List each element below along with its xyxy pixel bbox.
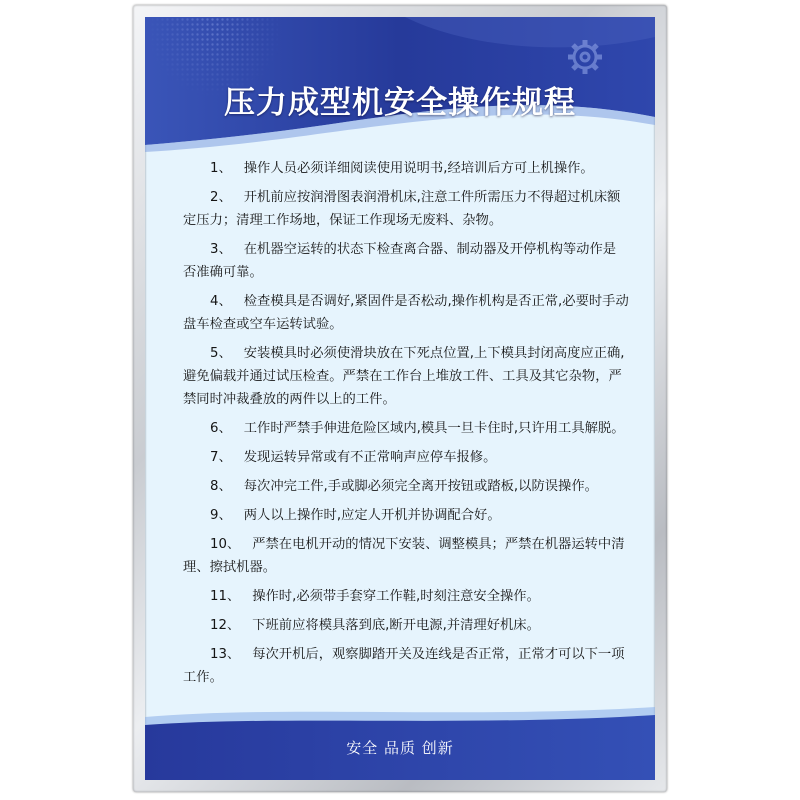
rule-number: 10、 [210, 537, 241, 552]
rule-item [183, 186, 629, 232]
rule-number: 4、 [210, 294, 232, 309]
rule-item [183, 446, 629, 469]
rule-text: 发现运转异常或有不正常响声应停车报修。 [243, 450, 497, 465]
rule-item [183, 504, 629, 527]
poster-frame [133, 5, 667, 792]
rule-number: 6、 [210, 421, 232, 436]
rule-item [183, 533, 629, 579]
rule-text: 在机器空运转的状态下检查离合器、制动器及开停机构等动作是否准确可靠。 [183, 242, 617, 280]
rule-number: 5、 [210, 346, 232, 361]
rule-item [183, 238, 629, 284]
rule-item [183, 614, 629, 637]
rule-item [183, 585, 629, 608]
rule-text: 严禁在电机开动的情况下安装、调整模具；严禁在机器运转中清理、擦拭机器。 [183, 537, 625, 575]
rule-number: 2、 [210, 190, 232, 205]
rule-number: 3、 [210, 242, 232, 257]
rule-text: 检查模具是否调好,紧固件是否松动,操作机构是否正常,必要时手动盘车检查或空车运转试验。 [183, 294, 629, 332]
rule-text: 工作时严禁手伸进危险区域内,模具一旦卡住时,只许用工具解脱。 [243, 421, 625, 436]
rule-text: 操作时,必须带手套穿工作鞋,时刻注意安全操作。 [252, 589, 540, 604]
rule-text: 安装模具时必须使滑块放在下死点位置,上下模具封闭高度应正确,避免偏载并通过试压检查。严禁在工作台上堆放工件、工具及其它杂物，严禁同时冲裁叠放的两件以上的工件。 [183, 346, 625, 407]
safety-sign [145, 17, 655, 780]
rule-number: 1、 [210, 161, 232, 176]
rule-item [183, 417, 629, 440]
rule-text: 操作人员必须详细阅读使用说明书,经培训后方可上机操作。 [243, 161, 594, 176]
rule-item [183, 290, 629, 336]
slogan: 安全 品质 创新 [346, 739, 454, 757]
sign-title: 压力成型机安全操作规程 [224, 85, 576, 121]
rule-number: 7、 [210, 450, 232, 465]
rule-number: 8、 [210, 479, 232, 494]
rule-text: 每次冲完工件,手或脚必须完全离开按钮或踏板,以防误操作。 [243, 479, 598, 494]
rule-text: 每次开机后，观察脚踏开关及连线是否正常，正常才可以下一项工作。 [183, 647, 625, 685]
rule-item [183, 643, 629, 689]
rules-list [183, 157, 629, 695]
rule-item [183, 157, 629, 180]
rule-item [183, 475, 629, 498]
rule-number: 13、 [210, 647, 241, 662]
rule-number: 12、 [210, 618, 241, 633]
rule-number: 11、 [210, 589, 241, 604]
rule-text: 开机前应按润滑图表润滑机床,注意工件所需压力不得超过机床额定压力；清理工作场地，保证工作现场无废料、杂物。 [183, 190, 621, 228]
rule-number: 9、 [210, 508, 232, 523]
rule-text: 下班前应将模具落到底,断开电源,并清理好机床。 [252, 618, 540, 633]
rule-text: 两人以上操作时,应定人开机并协调配合好。 [243, 508, 501, 523]
rule-item [183, 342, 629, 411]
